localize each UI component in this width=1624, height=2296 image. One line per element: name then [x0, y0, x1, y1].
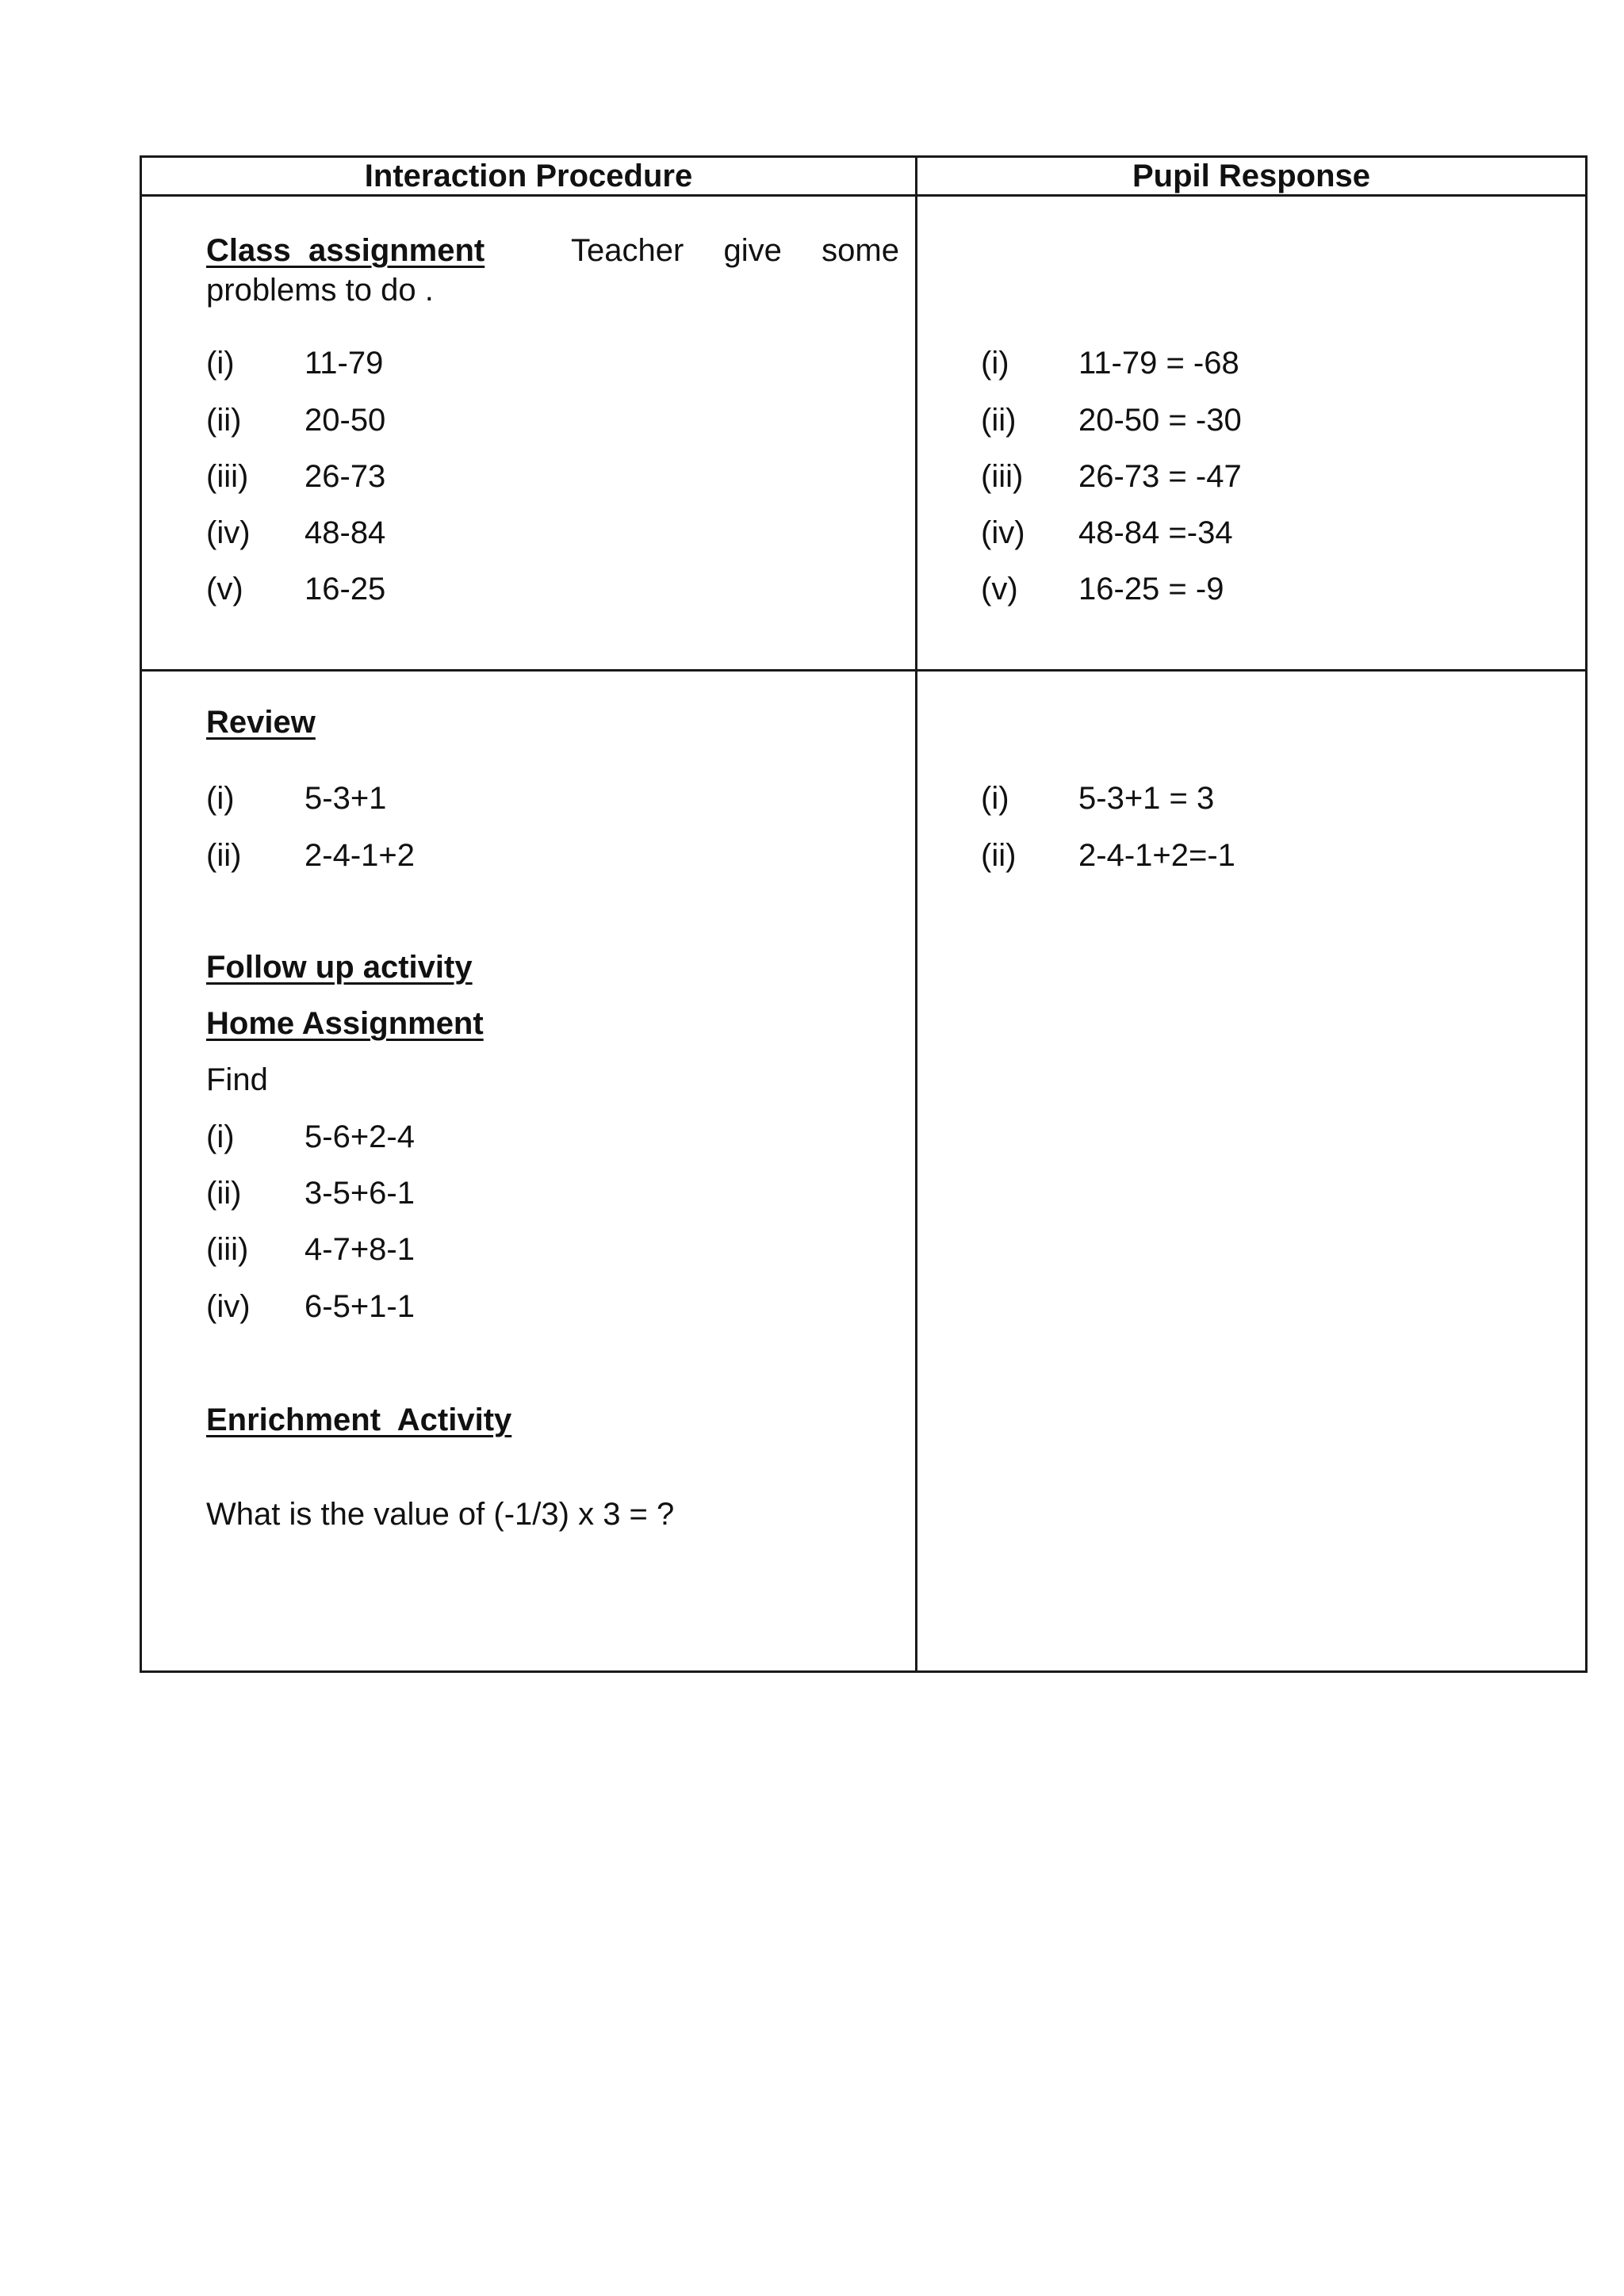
response-number: (v) [981, 572, 1018, 607]
intro-word: Teacher [571, 233, 684, 268]
review-response-number: (i) [981, 781, 1009, 816]
class-assignment-intro [571, 231, 899, 270]
home-problem-number: (iv) [206, 1289, 251, 1324]
problem-number: (ii) [206, 403, 242, 438]
review-problem-expression: 2-4-1+2 [304, 838, 415, 873]
header-divider [142, 194, 1585, 197]
problem-expression: 20-50 [304, 403, 386, 438]
class-assignment-heading: Class assignment [206, 233, 485, 268]
class-assignment-intro-line2: problems to do . [206, 273, 434, 308]
review-response-number: (ii) [981, 838, 1017, 873]
problem-number: (iv) [206, 515, 251, 550]
home-assignment-heading: Home Assignment [206, 1006, 484, 1041]
home-problem-expression: 4-7+8-1 [304, 1232, 415, 1267]
response-expression: 26-73 = -47 [1078, 459, 1242, 494]
enrichment-question: What is the value of (-1/3) x 3 = ? [206, 1497, 675, 1532]
response-number: (iii) [981, 459, 1024, 494]
problem-expression: 48-84 [304, 515, 386, 550]
response-expression: 16-25 = -9 [1078, 572, 1224, 607]
problem-number: (iii) [206, 459, 249, 494]
home-problem-number: (iii) [206, 1232, 249, 1267]
problem-expression: 11-79 [304, 346, 384, 381]
response-expression: 48-84 =-34 [1078, 515, 1233, 550]
problem-expression: 16-25 [304, 572, 386, 607]
header-pupil-response: Pupil Response [1132, 159, 1371, 193]
lesson-table [140, 155, 1588, 1673]
home-problem-expression: 5-6+2-4 [304, 1119, 415, 1154]
follow-up-heading: Follow up activity [206, 950, 473, 985]
review-problem-number: (i) [206, 781, 235, 816]
review-response-expression: 5-3+1 = 3 [1078, 781, 1215, 816]
problem-expression: 26-73 [304, 459, 386, 494]
review-response-expression: 2-4-1+2=-1 [1078, 838, 1235, 873]
home-problem-expression: 3-5+6-1 [304, 1176, 415, 1211]
review-problem-expression: 5-3+1 [304, 781, 387, 816]
response-expression: 20-50 = -30 [1078, 403, 1242, 438]
enrichment-heading: Enrichment Activity [206, 1402, 512, 1437]
review-heading: Review [206, 705, 316, 740]
response-expression: 11-79 = -68 [1078, 346, 1239, 381]
home-assignment-instruction: Find [206, 1062, 268, 1097]
response-number: (iv) [981, 515, 1025, 550]
header-interaction-procedure: Interaction Procedure [364, 159, 693, 193]
intro-word: some [822, 233, 899, 268]
home-problem-number: (ii) [206, 1176, 242, 1211]
intro-word: give [723, 233, 782, 268]
home-problem-number: (i) [206, 1119, 235, 1154]
response-number: (i) [981, 346, 1009, 381]
response-number: (ii) [981, 403, 1017, 438]
column-divider [915, 158, 917, 1670]
row-divider [142, 669, 1585, 672]
problem-number: (v) [206, 572, 243, 607]
review-problem-number: (ii) [206, 838, 242, 873]
home-problem-expression: 6-5+1-1 [304, 1289, 415, 1324]
problem-number: (i) [206, 346, 235, 381]
